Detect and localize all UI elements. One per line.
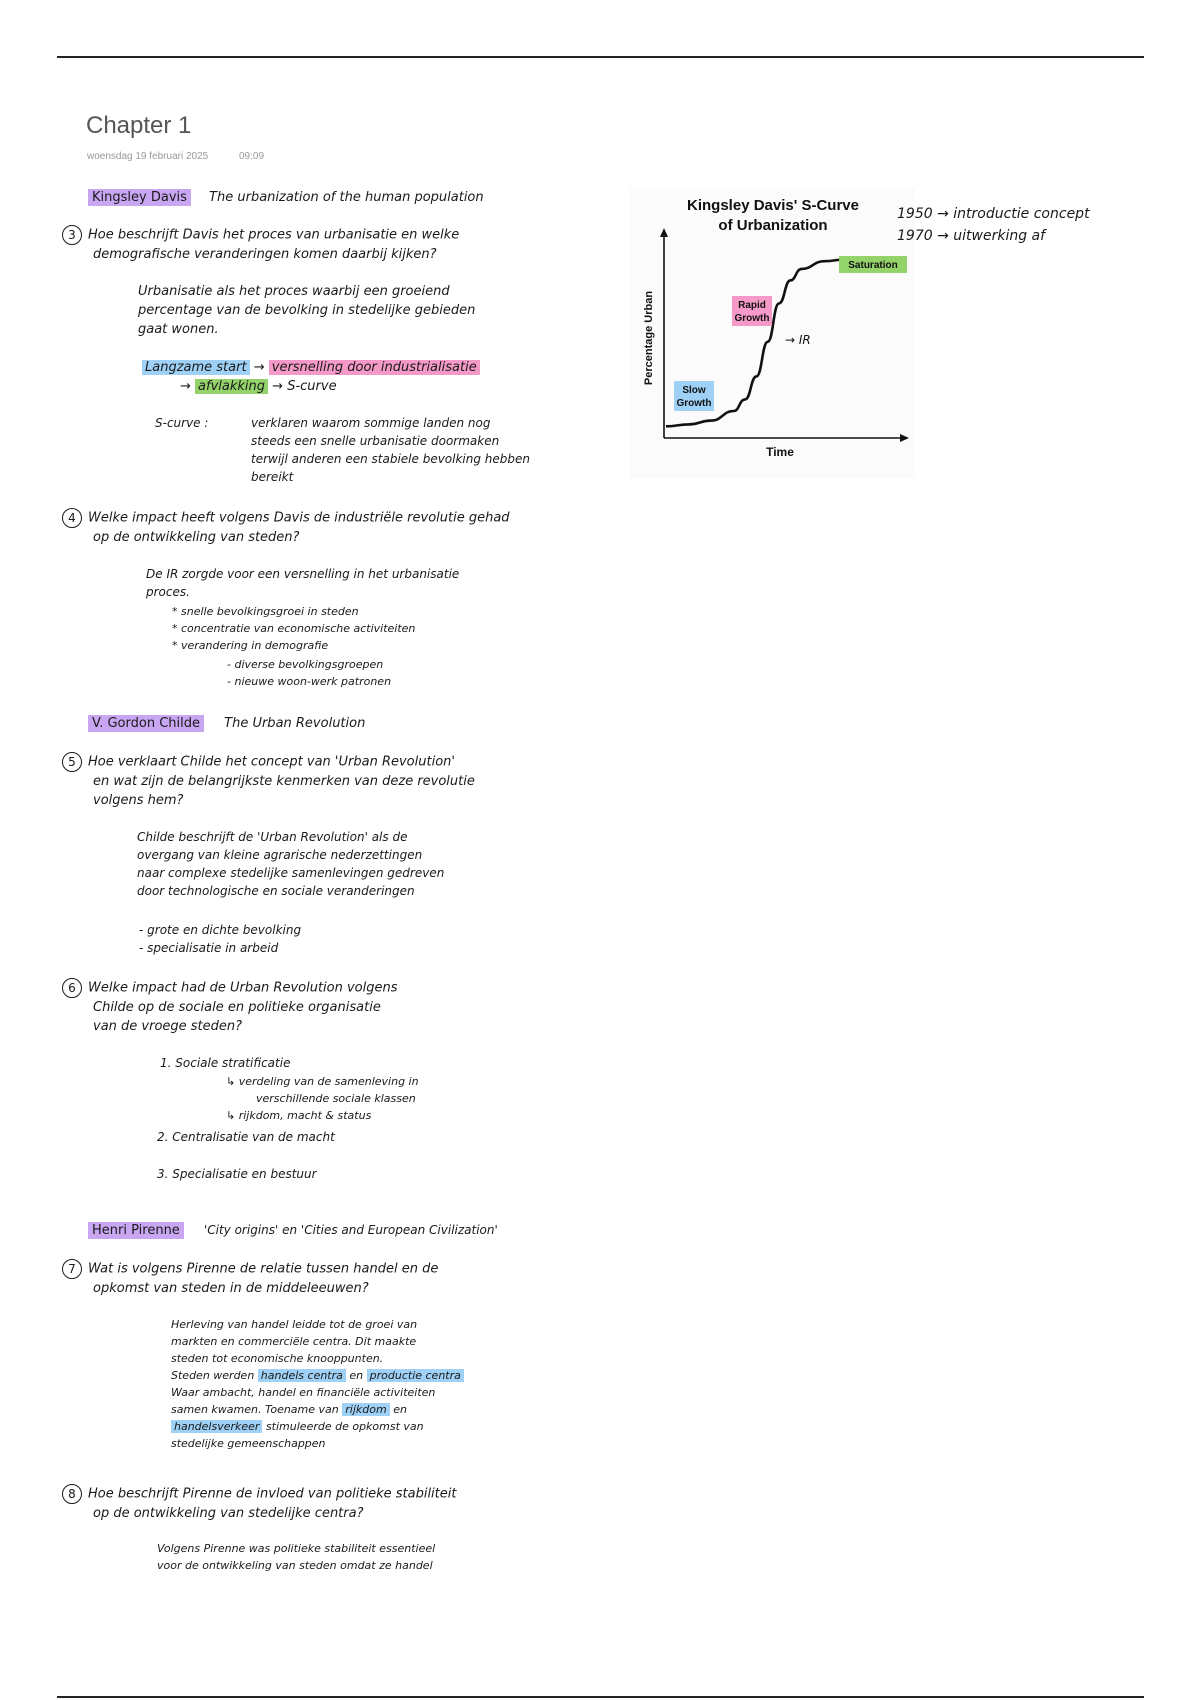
flow-arrow: →: [180, 379, 191, 394]
answer-line: De IR zorgde voor een versnelling in het urbanisatie: [146, 567, 460, 581]
list-item: - specialisatie in arbeid: [139, 941, 279, 955]
davis-flow: [142, 358, 480, 396]
question-text: demografische veranderingen komen daarbij kijken?: [93, 247, 437, 262]
childe-author: V. Gordon Childe: [88, 715, 204, 732]
list-item: * verandering in demografie: [172, 639, 329, 652]
answer-8: [157, 1540, 435, 1574]
childe-heading: [88, 714, 365, 733]
question-3: [62, 225, 459, 264]
phase-rapid-growth-label-2: Growth: [734, 313, 770, 324]
phase-slow-growth-label-2: Growth: [676, 398, 712, 409]
annotation-line: 1970 → uitwerking af: [897, 228, 1046, 244]
phase-slow-growth-label: Slow: [682, 385, 706, 396]
answer-4-sub: [227, 656, 391, 690]
answer-6-item-2: 2. Centralisatie van de macht: [157, 1130, 335, 1144]
list-item: * concentratie van economische activiteiten: [172, 622, 416, 635]
question-text: op de ontwikkeling van steden?: [93, 530, 300, 545]
answer-line: Urbanisatie als het proces waarbij een groeiend: [138, 284, 450, 299]
answer-6-item-3: 3. Specialisatie en bestuur: [157, 1167, 317, 1181]
question-text: Welke impact heeft volgens Davis de industriële revolutie gehad: [88, 510, 510, 526]
davis-heading: [88, 188, 484, 207]
annotation-line: 1950 → introductie concept: [897, 206, 1090, 222]
question-number: 8: [62, 1484, 82, 1504]
answer-line: bereikt: [251, 470, 294, 484]
answer-text: en: [393, 1403, 407, 1416]
x-axis-label: Time: [766, 445, 794, 459]
pirenne-work: 'City origins' en 'Cities and European Civilization': [203, 1223, 498, 1237]
answer-4: [146, 565, 459, 601]
question-text: Welke impact had de Urban Revolution volgens: [88, 980, 398, 996]
answer-line: markten en commerciële centra. Dit maakte: [171, 1335, 417, 1348]
scurve-label: S-curve :: [155, 416, 209, 430]
answer-6-item-1: 1. Sociale stratificatie: [160, 1056, 291, 1070]
list-item: verschillende sociale klassen: [256, 1092, 416, 1105]
flow-slowdown: afvlakking: [195, 379, 268, 394]
answer-line: naar complexe stedelijke samenlevingen gedreven: [137, 866, 445, 880]
answer-line: Herleving van handel leidde tot de groei van: [171, 1318, 418, 1331]
y-axis-arrow: [660, 228, 668, 237]
answer-7: [171, 1316, 464, 1452]
list-item: ↳ verdeling van de samenleving in: [226, 1075, 419, 1088]
scurve-chart: [630, 188, 915, 478]
childe-work: The Urban Revolution: [224, 716, 366, 731]
davis-author: Kingsley Davis: [88, 189, 191, 206]
question-6: [62, 978, 398, 1036]
question-7: [62, 1259, 438, 1298]
page-meta: [87, 151, 264, 162]
list-item: - grote en dichte bevolking: [139, 923, 302, 937]
flow-arrow: →: [253, 360, 265, 375]
highlight-trade-traffic: handelsverkeer: [171, 1420, 262, 1433]
list-item: * snelle bevolkingsgroei in steden: [172, 605, 359, 618]
pirenne-author: Henri Pirenne: [88, 1222, 184, 1239]
question-number: 4: [62, 508, 82, 528]
y-axis-label: Percentage Urban: [643, 290, 655, 386]
top-rule: [57, 56, 1144, 58]
answer-6-sub: [226, 1073, 419, 1124]
answer-line: Childe beschrijft de 'Urban Revolution' als de: [137, 830, 408, 844]
page-date: woensdag 19 februari 2025: [87, 151, 209, 162]
answer-line: percentage van de bevolking in stedelijke gebieden: [138, 303, 476, 318]
question-8: [62, 1484, 456, 1523]
flow-scurve: → S-curve: [272, 379, 337, 394]
bottom-rule: [57, 1696, 1144, 1698]
question-text: opkomst van steden in de middeleeuwen?: [93, 1281, 369, 1296]
davis-work: The urbanization of the human population: [209, 190, 484, 205]
page-time: 09:09: [238, 151, 265, 162]
answer-line: door technologische en sociale veranderingen: [137, 884, 415, 898]
phase-rapid-growth-label: Rapid: [738, 300, 766, 311]
question-number: 6: [62, 978, 82, 998]
question-text: Hoe beschrijft Davis het proces van urbanisatie en welke: [88, 227, 460, 243]
answer-line: Waar ambacht, handel en financiële activiteiten: [171, 1386, 436, 1399]
answer-5: [137, 828, 444, 900]
question-number: 5: [62, 752, 82, 772]
question-text: van de vroege steden?: [93, 1019, 243, 1034]
question-text: Hoe verklaart Childe het concept van 'Urban Revolution': [88, 754, 455, 770]
davis-annotations: [897, 203, 1090, 247]
question-text: en wat zijn de belangrijkste kenmerken van deze revolutie: [93, 774, 475, 789]
question-text: Hoe beschrijft Pirenne de invloed van politieke stabiliteit: [88, 1486, 457, 1502]
flow-slow-start: Langzame start: [142, 360, 250, 375]
highlight-wealth: rijkdom: [342, 1403, 389, 1416]
question-text: Wat is volgens Pirenne de relatie tussen handel en de: [88, 1261, 439, 1277]
x-axis-arrow: [900, 434, 909, 442]
answer-text: samen kwamen. Toename van: [171, 1403, 339, 1416]
answer-line: terwijl anderen een stabiele bevolking hebben: [251, 452, 531, 466]
question-number: 3: [62, 225, 82, 245]
answer-text: en: [349, 1369, 364, 1382]
list-item: ↳ rijkdom, macht & status: [226, 1109, 372, 1122]
question-text: op de ontwikkeling van stedelijke centra?: [93, 1506, 364, 1521]
list-item: - nieuwe woon-werk patronen: [227, 675, 392, 688]
answer-line: voor de ontwikkeling van steden omdat ze handel: [157, 1559, 433, 1572]
question-text: volgens hem?: [93, 793, 184, 808]
page-title: Chapter 1: [86, 112, 192, 139]
chart-title: Kingsley Davis' S-Curve: [687, 197, 859, 214]
highlight-trade-centers: handels centra: [258, 1369, 346, 1382]
list-item: - diverse bevolkingsgroepen: [227, 658, 384, 671]
answer-line: steeds een snelle urbanisatie doormaken: [251, 434, 500, 448]
question-4: [62, 508, 510, 547]
answer-line: proces.: [146, 585, 190, 599]
pirenne-heading: [88, 1221, 498, 1240]
answer-text: Steden werden: [171, 1369, 255, 1382]
answer-4-bullets: [172, 603, 415, 654]
chart-subtitle: of Urbanization: [718, 217, 828, 234]
question-text: Childe op de sociale en politieke organisatie: [93, 1000, 381, 1015]
answer-5-list: [139, 921, 301, 957]
answer-line: Volgens Pirenne was politieke stabiliteit essentieel: [157, 1542, 436, 1555]
question-number: 7: [62, 1259, 82, 1279]
answer-3: [138, 282, 475, 339]
curve-annotation-ir: → IR: [785, 333, 811, 347]
answer-line: steden tot economische knooppunten.: [171, 1352, 384, 1365]
answer-line: verklaren waarom sommige landen nog: [251, 416, 491, 430]
highlight-production-centers: productie centra: [367, 1369, 464, 1382]
answer-line: overgang van kleine agrarische nederzettingen: [137, 848, 423, 862]
answer-text: stimuleerde de opkomst van: [265, 1420, 424, 1433]
question-5: [62, 752, 475, 810]
flow-acceleration: versnelling door industrialisatie: [269, 360, 480, 375]
answer-line: stedelijke gemeenschappen: [171, 1437, 326, 1450]
answer-line: gaat wonen.: [138, 322, 219, 337]
scurve-explanation: [251, 414, 530, 486]
phase-saturation-label: Saturation: [848, 260, 898, 271]
